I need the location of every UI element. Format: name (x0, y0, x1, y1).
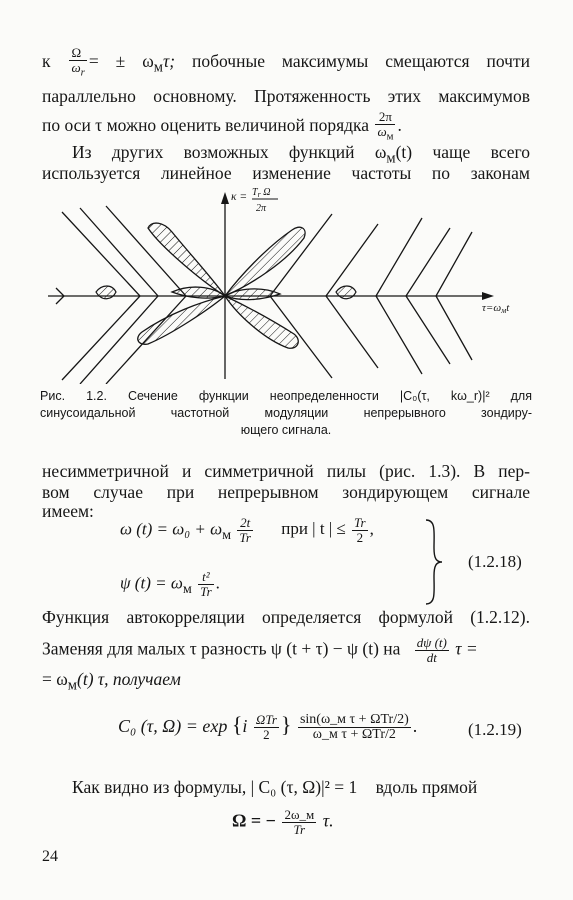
para5-line1: Как видно из формулы, | C₀ (τ, Ω)|² = 1 вдоль прямой (72, 777, 478, 797)
para3-line3: имеем: (42, 501, 94, 521)
svg-text:2π: 2π (256, 203, 267, 214)
para4-line3: = $\omega_м(t)$ τ, получаем (42, 669, 181, 694)
x-axis-label: τ=ωмt (482, 302, 510, 315)
equation-number-1-2-19: (1.2.19) (468, 720, 522, 739)
equation-1-2-19: C₀ (τ, Ω) = exp {i $\frac{\text{ΩTr}}{2}$ } $\frac{\text{sin(ω\_м τ + ΩTr/2)}}{\text{ω\_м τ + ΩTr/2}}$ . (118, 712, 418, 743)
para4-line1: Функция автокорреляции определяется формулой (1.2.12). (42, 607, 530, 627)
x-axis-arrow-icon (482, 292, 494, 300)
para3-line1: несимметричной и симметричной пилы (рис. 1.3). В пер- (42, 461, 530, 481)
side-lobe-left (96, 286, 116, 299)
figure-caption: Рис. 1.2. Сечение функции неопределенности |C₀(τ, kω_r)|² для синусоидальной частотной модуляции непрерывного зондиру- ющего сигнала. (40, 389, 532, 437)
ambiguity-function-figure (40, 184, 540, 384)
equation-number-1-2-18: (1.2.18) (468, 552, 522, 571)
contour-left-3 (106, 206, 186, 384)
lobe-upper-left (148, 223, 225, 296)
svg-text:Tr Ω: $T_r$ Ω (252, 187, 271, 199)
omega-ratio-fraction: $\frac{\Omega}{\omega_r}$ (71, 45, 85, 79)
svg-text:κ =: κ = (231, 191, 248, 203)
para2-line2: используется линейное изменение частоты по законам (42, 163, 530, 183)
para2-line1: Из других возможных функций $\omega_м(t)$ чаще всего (72, 142, 530, 167)
side-lobe-right (336, 286, 356, 299)
lobe-lower-right (225, 296, 298, 348)
right-brace-icon (422, 518, 446, 606)
para1-line1: к $\frac{\Omega}{\omega_r}$ = ± $\omega_м\tau$; побочные максимумы смещаются почти (42, 45, 530, 79)
y-axis-arrow-icon (221, 192, 229, 204)
page-number: 24 (42, 848, 58, 865)
equation-final: Ω = − $\frac{2\omega\_м}{Tr}$ τ. (232, 807, 334, 837)
lobe-upper-right (225, 227, 305, 296)
equation-1-2-18-line1: ω $(t) = \omega_0 + \omega_м$ $\frac{2t}{Tr}$ при | t | ≤ $\frac{Tr}{2}$ , (120, 515, 374, 545)
para1-line3: по оси τ можно оценить величиной порядка $\frac{2\pi}{\omega_м}$ . (42, 109, 402, 143)
para3-line2: вом случае при непрерывном зондирующем сигнале (42, 482, 530, 502)
para4-line2: Заменяя для малых τ разность ψ (t + τ) − ψ (t) на $\frac{d\psi (t)}{dt}$ τ = (42, 635, 478, 665)
para1-line2: параллельно основному. Протяженность этих максимумов (42, 86, 530, 106)
y-axis-label (231, 187, 278, 214)
equation-1-2-18-line2: ψ $(t) = \omega_м$ $\frac{\text{t²}}{Tr}$ . (120, 569, 220, 599)
